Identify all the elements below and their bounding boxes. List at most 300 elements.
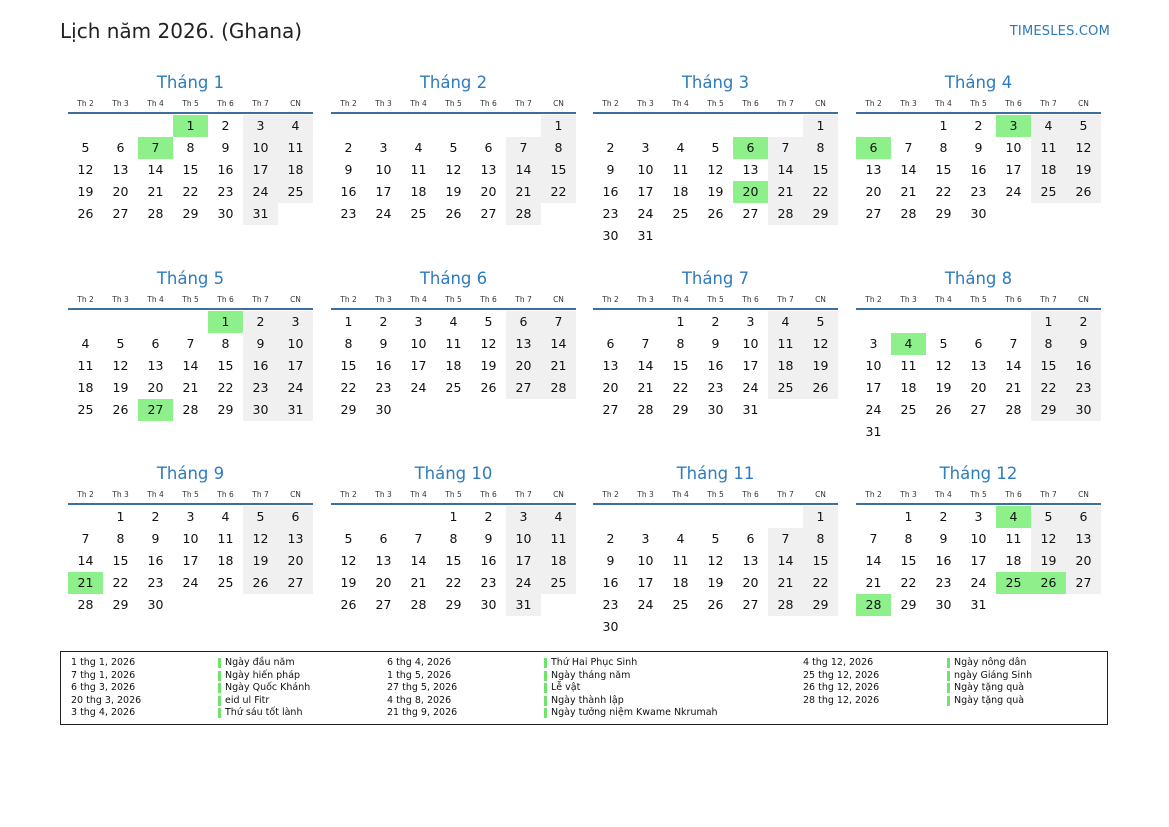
day-cell: 10 (375, 162, 392, 177)
day-cell: 14 (410, 553, 427, 568)
day-cell: 25 (410, 206, 427, 221)
empty-cell (891, 115, 926, 137)
holiday-day-cell: 7 (138, 137, 173, 159)
legend-date: 6 thg 3, 2026 (71, 682, 136, 694)
day-cell: 2 (221, 118, 230, 133)
day-cell: 18 (541, 550, 576, 572)
day-cell: 7 (81, 531, 90, 546)
month-calendar (856, 461, 1101, 616)
day-cell: 22 (340, 380, 357, 395)
day-cell: 26 (1066, 181, 1101, 203)
weekday-label: Th 7 (252, 490, 269, 499)
day-cell: 24 (970, 575, 987, 590)
weekday-label: Th 4 (935, 99, 952, 108)
day-cell: 20 (742, 575, 759, 590)
day-cell: 18 (278, 159, 313, 181)
day-cell: 28 (147, 206, 164, 221)
empty-cell (698, 506, 733, 528)
day-cell: 17 (375, 184, 392, 199)
days-grid (856, 506, 1101, 616)
day-cell: 17 (742, 358, 759, 373)
day-cell: 22 (900, 575, 917, 590)
day-cell: 16 (602, 575, 619, 590)
weekday-label: CN (553, 99, 564, 108)
day-cell: 6 (506, 311, 541, 333)
empty-cell (471, 115, 506, 137)
month-calendar (331, 70, 576, 225)
day-cell: 5 (243, 506, 278, 528)
weekday-label: Th 5 (445, 99, 462, 108)
day-cell: 28 (768, 594, 803, 616)
empty-cell (401, 115, 436, 137)
day-cell: 18 (77, 380, 94, 395)
day-cell: 17 (637, 575, 654, 590)
day-cell: 30 (602, 228, 619, 243)
day-cell: 25 (672, 206, 689, 221)
day-cell: 24 (410, 380, 427, 395)
weekday-label: CN (1078, 99, 1089, 108)
day-cell: 29 (112, 597, 129, 612)
day-cell: 8 (221, 336, 230, 351)
day-cell: 7 (506, 137, 541, 159)
weekday-label: Th 5 (182, 99, 199, 108)
day-cell: 16 (243, 355, 278, 377)
day-cell: 11 (768, 333, 803, 355)
day-cell: 26 (935, 402, 952, 417)
day-cell: 11 (672, 553, 689, 568)
day-cell: 20 (480, 184, 497, 199)
header-divider (593, 112, 838, 114)
day-cell: 12 (77, 162, 94, 177)
day-cell: 28 (768, 203, 803, 225)
day-cell: 10 (278, 333, 313, 355)
empty-cell (401, 506, 436, 528)
day-cell: 19 (1031, 550, 1066, 572)
weekday-label: Th 2 (865, 295, 882, 304)
day-cell: 7 (1009, 336, 1018, 351)
day-cell: 17 (278, 355, 313, 377)
day-cell: 9 (151, 531, 160, 546)
day-cell: 5 (116, 336, 125, 351)
day-cell: 19 (480, 358, 497, 373)
day-cell: 8 (1031, 333, 1066, 355)
month-title: Tháng 3 (681, 73, 750, 92)
day-cell: 20 (1066, 550, 1101, 572)
weekday-label: CN (815, 490, 826, 499)
day-cell: 6 (746, 531, 755, 546)
day-cell: 10 (865, 358, 882, 373)
weekday-label: CN (1078, 295, 1089, 304)
day-cell: 1 (116, 509, 125, 524)
weekday-label: Th 5 (445, 295, 462, 304)
day-cell: 7 (414, 531, 423, 546)
page-title: Lịch năm 2026. (Ghana) (60, 19, 303, 43)
day-cell: 8 (939, 140, 948, 155)
weekday-label: Th 4 (147, 99, 164, 108)
holiday-day-cell: 6 (856, 137, 891, 159)
day-cell: 12 (112, 358, 129, 373)
day-cell: 4 (81, 336, 90, 351)
legend-date: 6 thg 4, 2026 (387, 657, 452, 668)
day-cell: 10 (182, 531, 199, 546)
day-cell: 6 (116, 140, 125, 155)
weekday-label: Th 5 (182, 490, 199, 499)
weekday-label: Th 2 (77, 490, 94, 499)
day-cell: 21 (1005, 380, 1022, 395)
day-cell: 18 (410, 184, 427, 199)
day-cell: 15 (672, 358, 689, 373)
day-cell: 19 (707, 575, 724, 590)
day-cell: 28 (541, 377, 576, 399)
day-cell: 30 (602, 619, 619, 634)
day-cell: 11 (672, 162, 689, 177)
day-cell: 19 (243, 550, 278, 572)
month-calendar (68, 70, 313, 225)
day-cell: 20 (865, 184, 882, 199)
day-cell: 15 (182, 162, 199, 177)
day-cell: 22 (672, 380, 689, 395)
day-cell: 8 (904, 531, 913, 546)
day-cell: 3 (506, 506, 541, 528)
day-cell: 20 (506, 355, 541, 377)
legend-holiday-name: Ngày thành lập (551, 694, 624, 706)
weekday-label: Th 6 (480, 99, 497, 108)
header-divider (331, 503, 576, 505)
month-calendar (856, 70, 1101, 225)
weekday-label: Th 2 (340, 295, 357, 304)
weekday-label: Th 3 (112, 99, 129, 108)
day-cell: 21 (637, 380, 654, 395)
weekday-label: Th 6 (742, 490, 759, 499)
month-calendar (68, 266, 313, 421)
day-cell: 5 (81, 140, 90, 155)
header-divider (593, 503, 838, 505)
day-cell: 9 (974, 140, 983, 155)
weekday-label: Th 7 (252, 99, 269, 108)
holiday-marker-icon (218, 658, 221, 668)
month-title: Tháng 8 (944, 269, 1013, 288)
holiday-day-cell: 3 (996, 115, 1031, 137)
day-cell: 11 (1005, 531, 1022, 546)
day-cell: 11 (541, 528, 576, 550)
empty-cell (856, 506, 891, 528)
day-cell: 8 (803, 137, 838, 159)
month-title: Tháng 11 (676, 464, 755, 483)
weekday-label: Th 2 (340, 99, 357, 108)
weekday-header (856, 487, 1101, 503)
days-grid (331, 115, 576, 225)
weekday-label: Th 6 (217, 295, 234, 304)
weekday-header (593, 96, 838, 112)
day-cell: 24 (742, 380, 759, 395)
day-cell: 27 (112, 206, 129, 221)
day-cell: 2 (1066, 311, 1101, 333)
weekday-label: Th 2 (602, 99, 619, 108)
day-cell: 17 (1005, 162, 1022, 177)
day-cell: 6 (606, 336, 615, 351)
day-cell: 9 (939, 531, 948, 546)
holiday-day-cell: 1 (208, 311, 243, 333)
day-cell: 8 (449, 531, 458, 546)
day-cell: 3 (641, 531, 650, 546)
day-cell: 23 (602, 206, 619, 221)
weekday-label: Th 3 (900, 490, 917, 499)
day-cell: 15 (217, 358, 234, 373)
weekday-label: Th 2 (77, 99, 94, 108)
day-cell: 7 (768, 137, 803, 159)
day-cell: 25 (768, 377, 803, 399)
day-cell: 2 (939, 509, 948, 524)
day-cell: 30 (970, 206, 987, 221)
holiday-marker-icon (947, 683, 950, 693)
day-cell: 22 (445, 575, 462, 590)
weekday-label: Th 7 (777, 295, 794, 304)
day-cell: 20 (602, 380, 619, 395)
day-cell: 15 (935, 162, 952, 177)
weekday-label: Th 4 (935, 295, 952, 304)
legend-holiday-name: Ngày tưởng niệm Kwame Nkrumah (551, 707, 718, 719)
weekday-label: CN (290, 99, 301, 108)
day-cell: 3 (869, 336, 878, 351)
day-cell: 15 (541, 159, 576, 181)
weekday-header (856, 292, 1101, 308)
day-cell: 29 (900, 597, 917, 612)
day-cell: 4 (768, 311, 803, 333)
legend-holiday-name: Thứ Hai Phục Sinh (551, 657, 638, 668)
day-cell: 16 (217, 162, 234, 177)
day-cell: 24 (506, 572, 541, 594)
day-cell: 3 (974, 509, 983, 524)
day-cell: 28 (1005, 402, 1022, 417)
weekday-header (331, 96, 576, 112)
month-title: Tháng 12 (939, 464, 1018, 483)
day-cell: 5 (711, 140, 720, 155)
month-title: Tháng 7 (681, 269, 750, 288)
legend-date: 20 thg 3, 2026 (71, 694, 142, 706)
month-calendar (331, 266, 576, 421)
weekday-label: Th 4 (672, 490, 689, 499)
day-cell: 16 (480, 553, 497, 568)
empty-cell (961, 311, 996, 333)
weekday-label: CN (1078, 490, 1089, 499)
legend-date: 3 thg 4, 2026 (71, 707, 136, 719)
holiday-marker-icon (218, 708, 221, 718)
day-cell: 28 (637, 402, 654, 417)
day-cell: 8 (676, 336, 685, 351)
header-divider (593, 308, 838, 310)
day-cell: 8 (116, 531, 125, 546)
legend-holiday-name: Ngày tặng quà (954, 694, 1025, 706)
legend-holiday-name: Lễ vật (551, 682, 581, 694)
day-cell: 15 (803, 550, 838, 572)
day-cell: 9 (606, 162, 615, 177)
weekday-label: Th 5 (707, 295, 724, 304)
weekday-label: Th 5 (970, 295, 987, 304)
day-cell: 10 (243, 137, 278, 159)
weekday-label: Th 4 (410, 99, 427, 108)
weekday-label: CN (553, 295, 564, 304)
weekday-header (593, 487, 838, 503)
legend-holiday-name: eid ul Fitr (225, 694, 270, 706)
weekday-header (68, 487, 313, 503)
weekday-label: Th 2 (77, 295, 94, 304)
day-cell: 6 (278, 506, 313, 528)
day-cell: 14 (147, 162, 164, 177)
day-cell: 9 (606, 553, 615, 568)
day-cell: 4 (221, 509, 230, 524)
day-cell: 25 (900, 402, 917, 417)
empty-cell (663, 115, 698, 137)
empty-cell (331, 115, 366, 137)
empty-cell (891, 311, 926, 333)
day-cell: 16 (707, 358, 724, 373)
day-cell: 26 (445, 206, 462, 221)
weekday-label: Th 4 (147, 295, 164, 304)
day-cell: 4 (1031, 115, 1066, 137)
weekday-header (68, 292, 313, 308)
header-divider (68, 503, 313, 505)
weekday-label: Th 7 (515, 99, 532, 108)
day-cell: 19 (445, 184, 462, 199)
day-cell: 21 (182, 380, 199, 395)
day-cell: 18 (672, 575, 689, 590)
weekday-label: Th 7 (1040, 99, 1057, 108)
day-cell: 16 (375, 358, 392, 373)
day-cell: 21 (900, 184, 917, 199)
site-link[interactable]: TIMESLES.COM (1009, 24, 1110, 39)
day-cell: 26 (803, 377, 838, 399)
day-cell: 25 (445, 380, 462, 395)
day-cell: 9 (221, 140, 230, 155)
weekday-label: Th 6 (217, 99, 234, 108)
day-cell: 12 (445, 162, 462, 177)
month-calendar (593, 266, 838, 421)
day-cell: 30 (1066, 399, 1101, 421)
day-cell: 23 (375, 380, 392, 395)
day-cell: 21 (768, 181, 803, 203)
day-cell: 5 (484, 314, 493, 329)
day-cell: 1 (939, 118, 948, 133)
empty-cell (628, 115, 663, 137)
day-cell: 14 (637, 358, 654, 373)
day-cell: 19 (112, 380, 129, 395)
day-cell: 13 (602, 358, 619, 373)
weekday-label: Th 4 (672, 99, 689, 108)
day-cell: 29 (803, 594, 838, 616)
month-title: Tháng 4 (944, 73, 1013, 92)
weekday-header (593, 292, 838, 308)
day-cell: 3 (186, 509, 195, 524)
day-cell: 25 (217, 575, 234, 590)
day-cell: 15 (900, 553, 917, 568)
day-cell: 1 (344, 314, 353, 329)
legend-date: 1 thg 5, 2026 (387, 669, 452, 681)
days-grid (331, 311, 576, 421)
weekday-header (856, 96, 1101, 112)
day-cell: 25 (77, 402, 94, 417)
day-cell: 30 (243, 399, 278, 421)
day-cell: 11 (1031, 137, 1066, 159)
day-cell: 5 (1066, 115, 1101, 137)
weekday-label: Th 7 (777, 99, 794, 108)
empty-cell (698, 115, 733, 137)
weekday-label: Th 7 (252, 295, 269, 304)
weekday-label: Th 4 (410, 490, 427, 499)
weekday-label: Th 5 (445, 490, 462, 499)
day-cell: 12 (243, 528, 278, 550)
legend-holiday-name: Ngày tặng quà (954, 682, 1025, 694)
holiday-marker-icon (544, 671, 547, 681)
day-cell: 26 (707, 597, 724, 612)
day-cell: 15 (445, 553, 462, 568)
day-cell: 6 (379, 531, 388, 546)
weekday-label: Th 3 (375, 99, 392, 108)
day-cell: 10 (970, 531, 987, 546)
day-cell: 10 (410, 336, 427, 351)
weekday-label: Th 4 (410, 295, 427, 304)
weekday-label: Th 6 (480, 295, 497, 304)
legend-date: 4 thg 12, 2026 (803, 657, 874, 668)
day-cell: 24 (182, 575, 199, 590)
day-cell: 22 (1031, 377, 1066, 399)
day-cell: 28 (900, 206, 917, 221)
day-cell: 19 (935, 380, 952, 395)
weekday-header (68, 96, 313, 112)
day-cell: 23 (935, 575, 952, 590)
day-cell: 12 (935, 358, 952, 373)
day-cell: 25 (1031, 181, 1066, 203)
day-cell: 25 (278, 181, 313, 203)
weekday-label: Th 3 (375, 490, 392, 499)
empty-cell (733, 115, 768, 137)
day-cell: 11 (900, 358, 917, 373)
day-cell: 18 (1005, 553, 1022, 568)
day-cell: 13 (970, 358, 987, 373)
day-cell: 20 (375, 575, 392, 590)
day-cell: 11 (410, 162, 427, 177)
day-cell: 17 (243, 159, 278, 181)
day-cell: 23 (707, 380, 724, 395)
legend-date: 27 thg 5, 2026 (387, 682, 458, 694)
day-cell: 4 (676, 140, 685, 155)
day-cell: 28 (182, 402, 199, 417)
legend-holiday-name: Ngày hiến pháp (225, 669, 301, 681)
day-cell: 3 (641, 140, 650, 155)
day-cell: 15 (803, 159, 838, 181)
day-cell: 11 (445, 336, 462, 351)
day-cell: 22 (112, 575, 129, 590)
days-grid (593, 115, 838, 247)
day-cell: 6 (484, 140, 493, 155)
day-cell: 26 (112, 402, 129, 417)
day-cell: 1 (904, 509, 913, 524)
legend-holiday-name: Ngày tháng năm (551, 669, 631, 681)
holiday-day-cell: 28 (856, 594, 891, 616)
day-cell: 14 (865, 553, 882, 568)
day-cell: 28 (506, 203, 541, 225)
day-cell: 3 (379, 140, 388, 155)
day-cell: 12 (340, 553, 357, 568)
day-cell: 9 (1066, 333, 1101, 355)
weekday-label: CN (290, 295, 301, 304)
day-cell: 30 (147, 597, 164, 612)
day-cell: 27 (865, 206, 882, 221)
day-cell: 14 (182, 358, 199, 373)
day-cell: 9 (711, 336, 720, 351)
day-cell: 13 (742, 162, 759, 177)
day-cell: 4 (449, 314, 458, 329)
day-cell: 8 (186, 140, 195, 155)
